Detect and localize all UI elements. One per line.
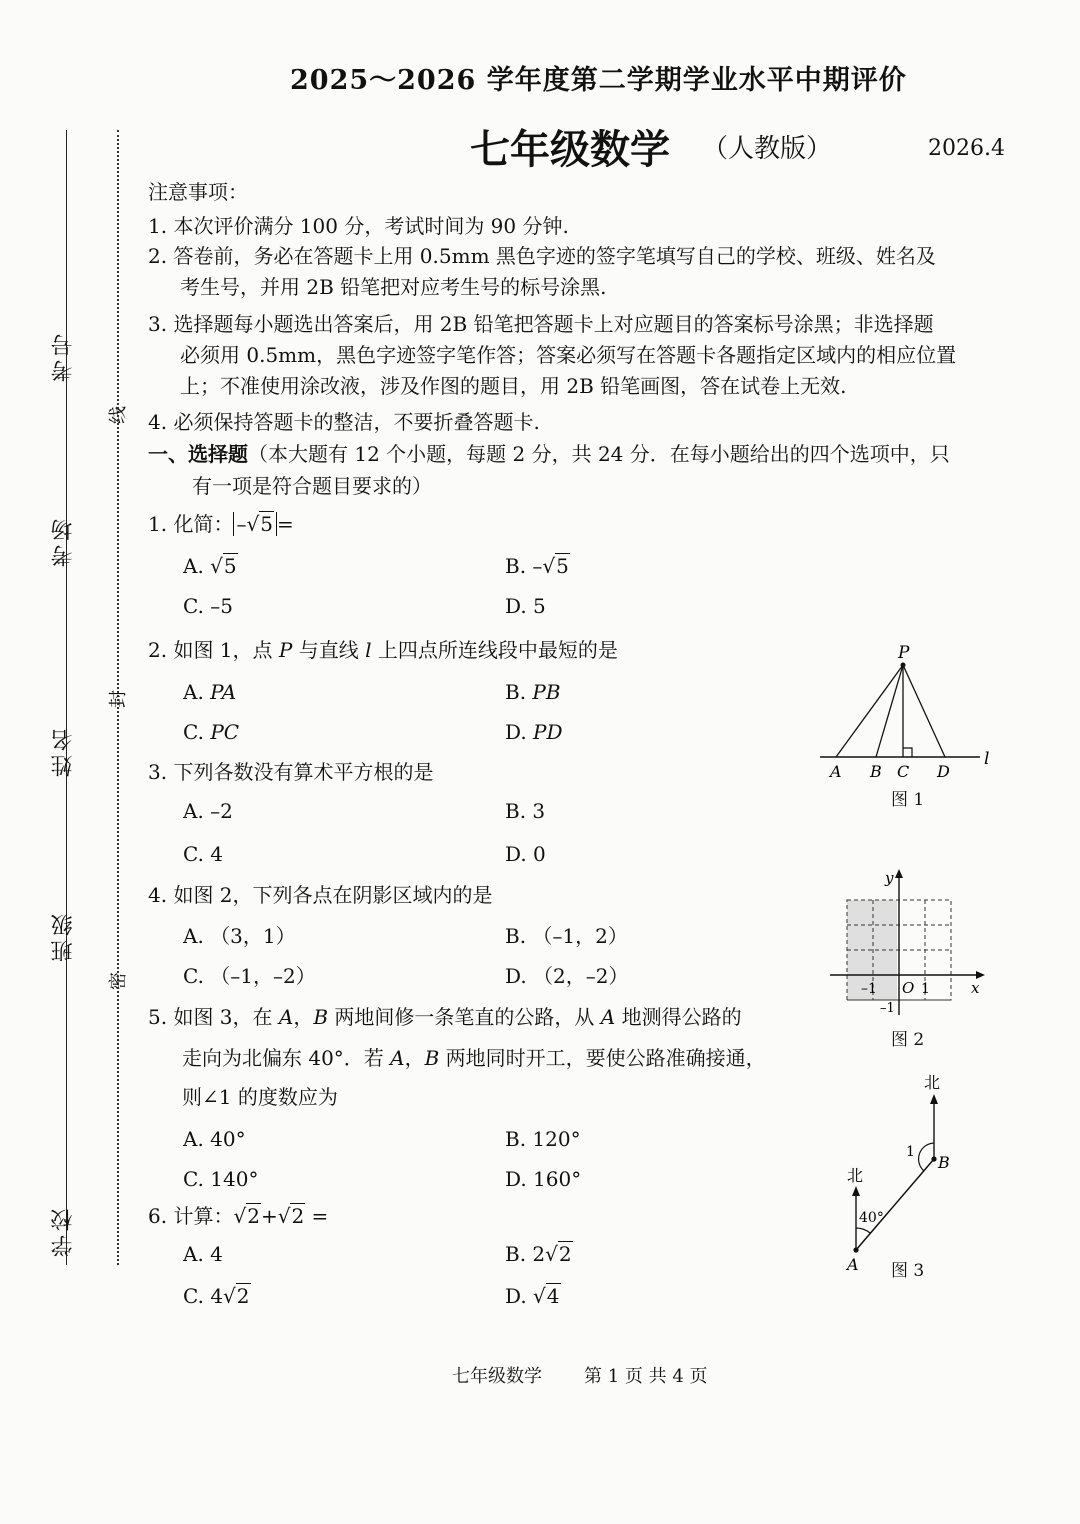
fig3-road-ab [856,1159,934,1250]
fig2-label-o: O [902,979,915,997]
q6-c-label: C. [183,1284,204,1308]
q2-stem-a: 2. 如图 1，点 [148,638,279,662]
fig3-point-a-dot [853,1247,858,1252]
fig1-label-d: D [937,762,950,781]
q2-point-p: P [278,638,293,662]
fig3-angle-1-arc [919,1143,934,1171]
q4-option-c: C. （–1，–2） [183,964,316,988]
fig2-label-neg1-y: –1 [880,1001,895,1016]
fig2-y-arrow [895,869,903,878]
exam-date: 2026.4 [928,136,1005,161]
q2-stem-b: 与直线 [292,638,366,662]
fig2-label-1: 1 [921,981,930,997]
notice-item-3-cont2: 上；不准使用涂改液，涉及作图的题目，用 2B 铅笔画图，答在试卷上无效. [180,374,847,398]
q4-option-d: D. （2，–2） [505,964,629,988]
figure-1 [810,640,1010,790]
q6-c-coef: 4 [210,1284,224,1308]
q1-b-sign: – [532,554,543,578]
q5-pt-b: B [313,1005,329,1029]
q6-rad-2: 2 [291,1204,305,1228]
q2-line-l: l [365,638,372,662]
fig3-label-a: A [847,1255,859,1270]
section-desc: （本大题有 12 个小题，每题 2 分，共 24 分．在每小题给出的四个选项中，只 [248,442,950,466]
figure-3 [835,1070,985,1270]
q1-option-a: A. √5 [183,554,237,578]
notice-item-3-cont1: 必须用 0.5mm，黑色字迹签字笔作答；答案必须写在答题卡各题指定区域内的相应位置 [180,343,957,367]
binding-line [66,130,67,1265]
fig1-label-b: B [870,762,882,781]
fig1-label-a: A [830,762,842,781]
seal-mark-mi: 密 [108,972,129,990]
q1-b-label: B. [505,554,527,578]
fig1-point-p-dot [901,663,906,668]
q5-line-1 [148,1003,742,1031]
fig2-label-neg1-x: –1 [861,981,877,997]
q5-option-b: B. 120° [505,1127,581,1151]
q5-option-d: D. 160° [505,1167,582,1191]
q6-option-d: D. √4 [505,1284,560,1308]
field-kaochang: 考场 [51,515,76,567]
section-desc-cont: 有一项是符合题目要求的） [192,474,432,498]
q1-option-b: B. –√5 [505,554,569,578]
q5-l1-d: 地测得公路的 [615,1005,742,1029]
q1-a-label: A. [183,554,204,578]
q1-a-rad: 5 [223,554,237,578]
fig2-x-arrow [976,971,985,979]
q6-option-a: A. 4 [183,1242,223,1266]
fig2-label-y: y [885,869,894,887]
figure-2 [825,865,995,1025]
q5-line-3: 则∠1 的度数应为 [182,1085,338,1109]
q5-option-a: A. 40° [183,1127,246,1151]
edition-label: （人教版） [702,134,833,164]
q5-option-c: C. 140° [183,1167,259,1191]
fig1-seg-pd [903,665,945,757]
fig3-north-a-arrow [852,1186,860,1196]
q2-b-value: PB [532,680,561,704]
fig3-caption: 图 3 [891,1261,925,1281]
subject-title: 七年级数学 [470,126,670,173]
seal-mark-xian: 线 [108,406,129,424]
q5-l1-b: ， [293,1005,314,1029]
q3-option-d: D. 0 [505,842,546,866]
q1-radicand: 5 [260,512,273,536]
q2-option-a [183,678,236,706]
fig1-seg-pb [876,665,903,757]
fig1-right-angle [903,748,912,757]
q6-plus: + [260,1204,278,1228]
notice-item-2-cont: 考生号，并用 2B 铅笔把对应考生号的标号涂黑. [180,275,607,299]
q6-c-rad: 2 [236,1284,250,1308]
q4-option-a: A. （3，1） [183,924,296,948]
section-label: 一、选择题 [148,442,248,466]
notice-item-4: 4. 必须保持答题卡的整洁，不要折叠答题卡. [148,410,540,434]
fig3-label-north-a: 北 [847,1166,864,1185]
fig1-label-l: l [984,749,990,769]
q2-a-label: A. [183,680,204,704]
notice-item-1: 1. 本次评价满分 100 分，考试时间为 90 分钟. [148,214,569,238]
q2-option-d [505,718,563,746]
seal-mark-feng: 封 [108,690,129,708]
q6-option-b: B. 2√2 [505,1242,572,1266]
q6-b-rad: 2 [558,1242,572,1266]
q2-a-value: PA [210,680,237,704]
exam-title: 2025～2026 学年度第二学期学业水平中期评价 [290,65,907,96]
q2-c-label: C. [183,720,204,744]
q3-option-c: C. 4 [183,842,224,866]
q5-pt-a3: A [390,1046,405,1070]
q6-rad-1: 2 [247,1204,260,1228]
q6-b-coef: 2 [532,1242,546,1266]
fig3-label-1: 1 [906,1144,915,1160]
q2-stem-c: 上四点所连线段中最短的是 [371,638,618,662]
fig3-angle-40-arc [856,1228,870,1233]
field-school: 学校 [51,1205,76,1257]
fig3-north-b-arrow [930,1094,938,1104]
footer-subject: 七年级数学 [452,1366,542,1387]
q6-b-label: B. [505,1242,527,1266]
fig1-caption: 图 1 [891,790,925,810]
q2-d-label: D. [505,720,527,744]
q5-l2-b: 两地同时开工，要使公路准确接通， [439,1046,766,1070]
q2-d-value: PD [533,720,563,744]
q5-l1-c: 两地间修一条笔直的公路，从 [328,1005,601,1029]
fig2-caption: 图 2 [891,1030,925,1050]
q2-b-label: B. [505,680,527,704]
q5-pt-a: A [278,1005,294,1029]
q3-option-b: B. 3 [505,799,546,823]
q6-option-c: C. 4√2 [183,1284,250,1308]
fig3-label-b: B [938,1153,950,1172]
q2-option-b [505,678,561,706]
q5-pt-b2: B [424,1046,440,1070]
q1-option-c: C. –5 [183,594,234,618]
q1-eq: = [276,512,294,536]
notice-heading: 注意事项： [148,180,248,204]
fig3-label-40: 40° [859,1210,884,1226]
q2-stem [148,636,618,664]
q5-l2-a: 走向为北偏东 40°．若 [182,1046,391,1070]
q1-stem: 1. 化简： –√5 = [148,512,294,536]
notice-item-2: 2. 答卷前，务必在答题卡上用 0.5mm 黑色字迹的签字笔填写自己的学校、班级、姓名及 [148,244,936,268]
footer-page: 第 1 页 共 4 页 [584,1366,708,1387]
q5-l1-a: 5. 如图 3，在 [148,1005,279,1029]
field-kaohao: 考号 [51,330,76,382]
field-name: 姓名 [51,725,76,777]
fig1-seg-pa [836,665,903,757]
q6-eq: = [311,1204,329,1228]
q1-b-rad: 5 [556,554,569,578]
fig3-point-b-dot [931,1156,936,1161]
q5-pt-a2: A [600,1005,616,1029]
field-class: 班级 [51,910,76,962]
q1-option-d: D. 5 [505,594,546,618]
q4-stem: 4. 如图 2，下列各点在阴影区域内的是 [148,883,493,907]
q6-stem-text: 6. 计算： [148,1204,234,1228]
q2-c-value: PC [210,720,240,744]
q2-option-c [183,718,239,746]
fig3-label-north-b: 北 [924,1073,941,1092]
fig1-label-c: C [897,762,910,781]
q6-stem: 6. 计算：√2+√2 = [148,1204,329,1228]
q6-d-label: D. [505,1284,527,1308]
fig1-label-p: P [898,643,910,663]
section-heading [148,440,950,468]
q3-option-a: A. –2 [183,799,233,823]
q3-stem: 3. 下列各数没有算术平方根的是 [148,760,434,784]
notice-item-3: 3. 选择题每小题选出答案后，用 2B 铅笔把答题卡上对应题目的答案标号涂黑；非选择题 [148,312,934,336]
q1-stem-text: 1. 化简： [148,512,234,536]
q5-line-2: 走向为北偏东 40°．若 A，B 两地同时开工，要使公路准确接通， [182,1046,766,1070]
q4-option-b: B. （–1，2） [505,924,628,948]
q6-d-rad: 4 [546,1284,560,1308]
fig2-label-x: x [971,979,980,997]
